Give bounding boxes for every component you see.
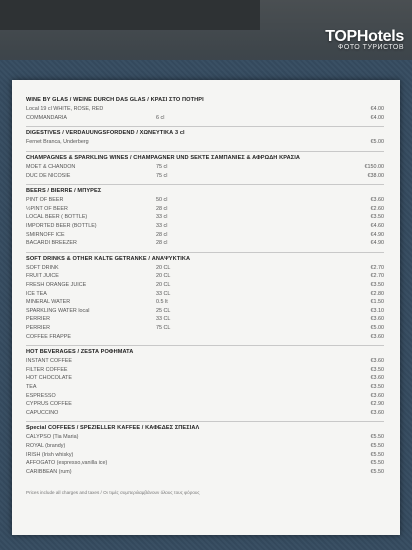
background-dark-corner bbox=[0, 0, 260, 30]
item-name: SOFT DRINK bbox=[26, 264, 59, 271]
item-price: €2.70 bbox=[370, 264, 384, 271]
menu-item-row bbox=[26, 105, 384, 114]
menu-item-row bbox=[26, 433, 384, 442]
section-title: WINE BY GLAS / WEINE DURCH DAS GLAS / ΚΡΑΣΙ ΣΤΟ ΠΟΤΗΡΙ bbox=[26, 97, 204, 103]
menu-item-row bbox=[26, 264, 384, 273]
item-name: TEA bbox=[26, 383, 37, 390]
menu-item-row bbox=[26, 307, 384, 316]
watermark-logo bbox=[325, 28, 404, 51]
logo-subtitle: ФОТО ТУРИСТОВ bbox=[338, 44, 404, 51]
menu-item-row bbox=[26, 171, 384, 180]
item-price: €5.00 bbox=[370, 324, 384, 331]
menu-item-row bbox=[26, 281, 384, 290]
item-name: CYPRUS COFFEE bbox=[26, 401, 72, 408]
item-name: COMMANDARIA bbox=[26, 114, 68, 121]
menu-section bbox=[26, 127, 384, 152]
item-name: FRUIT JUICE bbox=[26, 273, 59, 280]
menu-item-row bbox=[26, 239, 384, 248]
item-name: Local 19 cl WHITE, ROSE, RED bbox=[26, 106, 104, 113]
item-price: €3.60 bbox=[370, 333, 384, 340]
menu-item-row bbox=[26, 374, 384, 383]
item-price: €3.50 bbox=[370, 214, 384, 221]
section-title: BEERS / BIERRE / ΜΠΥΡΕΣ bbox=[26, 187, 102, 194]
item-price: €3.50 bbox=[370, 282, 384, 289]
menu-page bbox=[12, 80, 400, 535]
item-price: €3.10 bbox=[370, 307, 384, 314]
menu-sections bbox=[26, 94, 384, 480]
item-quantity: 75 CL bbox=[156, 324, 171, 331]
item-price: €3.50 bbox=[370, 366, 384, 373]
section-title: Special COFFEES / SPEZIELLER KAFFEE / ΚΑΦΕΔΕΣ ΣΠΕΣΙΑΛ bbox=[26, 425, 200, 432]
item-name: IMPORTED BEER (BOTTLE) bbox=[26, 223, 97, 230]
menu-item-row bbox=[26, 442, 384, 451]
item-name: PERRIER bbox=[26, 316, 50, 323]
item-quantity: 28 cl bbox=[156, 205, 168, 212]
item-price: €3.60 bbox=[370, 392, 384, 399]
menu-item-row bbox=[26, 163, 384, 172]
item-price: €5.50 bbox=[370, 442, 384, 449]
logo-brand: TOPHotels bbox=[325, 28, 404, 45]
item-quantity: 33 CL bbox=[156, 316, 171, 323]
item-name: IRISH (Irish whisky) bbox=[26, 451, 74, 458]
item-name: FILTER COFFEE bbox=[26, 366, 68, 373]
item-price: €2.60 bbox=[370, 205, 384, 212]
item-name: CAPUCCINO bbox=[26, 409, 59, 416]
menu-item-row bbox=[26, 357, 384, 366]
item-name: FRESH ORANGE JUICE bbox=[26, 282, 87, 289]
menu-section bbox=[26, 185, 384, 253]
item-name: COFFEE FRAPPE bbox=[26, 333, 71, 340]
item-price: €4.90 bbox=[370, 231, 384, 238]
item-name: AFFOGATO (espresso,vanilla ice) bbox=[26, 460, 108, 467]
item-price: €2.80 bbox=[370, 290, 384, 297]
item-price: €3.50 bbox=[370, 383, 384, 390]
item-price: €5.00 bbox=[370, 139, 384, 146]
menu-item-row bbox=[26, 315, 384, 324]
item-price: €150.00 bbox=[364, 164, 384, 171]
item-quantity: 50 cl bbox=[156, 197, 168, 204]
item-price: €4.00 bbox=[370, 106, 384, 113]
item-name: Fernet Branca, Underberg bbox=[26, 139, 89, 146]
item-name: ROYAL (brandy) bbox=[26, 442, 66, 449]
item-quantity: 20 CL bbox=[156, 282, 171, 289]
menu-item-row bbox=[26, 298, 384, 307]
menu-item-row bbox=[26, 138, 384, 147]
item-price: €2.90 bbox=[370, 401, 384, 408]
item-price: €4.00 bbox=[370, 114, 384, 121]
menu-section bbox=[26, 253, 384, 346]
menu-item-row bbox=[26, 365, 384, 374]
menu-item-row bbox=[26, 450, 384, 459]
item-quantity: 0.5 lt bbox=[156, 299, 168, 306]
item-price: €38.00 bbox=[367, 172, 384, 179]
menu-section bbox=[26, 152, 384, 185]
item-quantity: 75 cl bbox=[156, 164, 168, 171]
item-price: €3.60 bbox=[370, 375, 384, 382]
menu-item-row bbox=[26, 467, 384, 476]
menu-item-row bbox=[26, 408, 384, 417]
section-title: HOT BEVERAGES / ZESTA ΡΟΦΗΜΑΤΑ bbox=[26, 348, 134, 355]
menu-item-row bbox=[26, 459, 384, 468]
item-quantity: 33 CL bbox=[156, 290, 171, 297]
menu-section bbox=[26, 422, 384, 480]
item-price: €1.50 bbox=[370, 299, 384, 306]
item-quantity: 25 CL bbox=[156, 307, 171, 314]
item-name: CARIBBEAN (rum) bbox=[26, 468, 72, 475]
item-name: PINT OF BEER bbox=[26, 197, 64, 204]
item-name: LOCAL BEER ( BOTTLE) bbox=[26, 214, 88, 221]
item-price: €5.50 bbox=[370, 460, 384, 467]
footnote: Prices include all charges and taxes / Οι τιμές συμπεριλαμβάνουν όλους τους φόρους bbox=[26, 490, 200, 495]
item-price: €4.90 bbox=[370, 240, 384, 247]
section-title: CHAMPAGNES & SPARKLING WINES / CHAMPAGNER UND SEKTE ΣΑΜΠΑΝΙΕΣ & ΑΦΡΩΔΗ ΚΡΑΣΙΑ bbox=[26, 154, 301, 161]
item-name: MINERAL WATER bbox=[26, 299, 71, 306]
section-title: DIGESTIVES / VERDAUUNGSFORDEND / ΧΩΝΕΥΤΙΚΑ 3 cl bbox=[26, 130, 185, 137]
item-quantity: 28 cl bbox=[156, 231, 168, 238]
menu-item-row bbox=[26, 400, 384, 409]
item-price: €3.60 bbox=[370, 197, 384, 204]
item-quantity: 28 cl bbox=[156, 240, 168, 247]
item-name: MOET & CHANDON bbox=[26, 164, 76, 171]
item-quantity: 33 cl bbox=[156, 214, 168, 221]
menu-item-row bbox=[26, 383, 384, 392]
item-name: CALYPSO (Tia Maria) bbox=[26, 434, 79, 441]
item-name: BACARDI BREEZER bbox=[26, 240, 77, 247]
item-name: ½PINT OF BEER bbox=[26, 205, 68, 212]
item-quantity: 75 cl bbox=[156, 172, 168, 179]
menu-item-row bbox=[26, 230, 384, 239]
item-name: INSTANT COFFEE bbox=[26, 358, 72, 365]
item-name: SPARKLING WATER local bbox=[26, 307, 90, 314]
item-price: €3.60 bbox=[370, 409, 384, 416]
item-name: HOT CHOCOLATE bbox=[26, 375, 72, 382]
item-price: €5.50 bbox=[370, 434, 384, 441]
item-price: €2.70 bbox=[370, 273, 384, 280]
menu-item-row bbox=[26, 332, 384, 341]
menu-item-row bbox=[26, 324, 384, 333]
section-title: SOFT DRINKS & OTHER KALTE GETRANKE / ΑΝΑΨΥΚΤΙΚΑ bbox=[26, 255, 191, 262]
item-name: SMIRNOFF ICE bbox=[26, 231, 65, 238]
item-name: ESPRESSO bbox=[26, 392, 56, 399]
item-price: €3.60 bbox=[370, 316, 384, 323]
item-price: €5.50 bbox=[370, 451, 384, 458]
menu-item-row bbox=[26, 289, 384, 298]
item-price: €4.60 bbox=[370, 223, 384, 230]
item-quantity: 20 CL bbox=[156, 273, 171, 280]
item-price: €3.60 bbox=[370, 358, 384, 365]
item-quantity: 6 cl bbox=[156, 114, 165, 121]
menu-item-row bbox=[26, 391, 384, 400]
item-name: ICE TEA bbox=[26, 290, 47, 297]
menu-item-row bbox=[26, 222, 384, 231]
item-name: PERRIER bbox=[26, 324, 50, 331]
menu-item-row bbox=[26, 114, 384, 123]
item-quantity: 20 CL bbox=[156, 264, 171, 271]
menu-item-row bbox=[26, 196, 384, 205]
menu-section bbox=[26, 346, 384, 422]
menu-item-row bbox=[26, 213, 384, 222]
item-quantity: 33 cl bbox=[156, 223, 168, 230]
item-price: €5.50 bbox=[370, 468, 384, 475]
menu-item-row bbox=[26, 205, 384, 214]
item-name: DUC DE NICOSIE bbox=[26, 172, 71, 179]
menu-item-row bbox=[26, 272, 384, 281]
menu-section bbox=[26, 94, 384, 127]
